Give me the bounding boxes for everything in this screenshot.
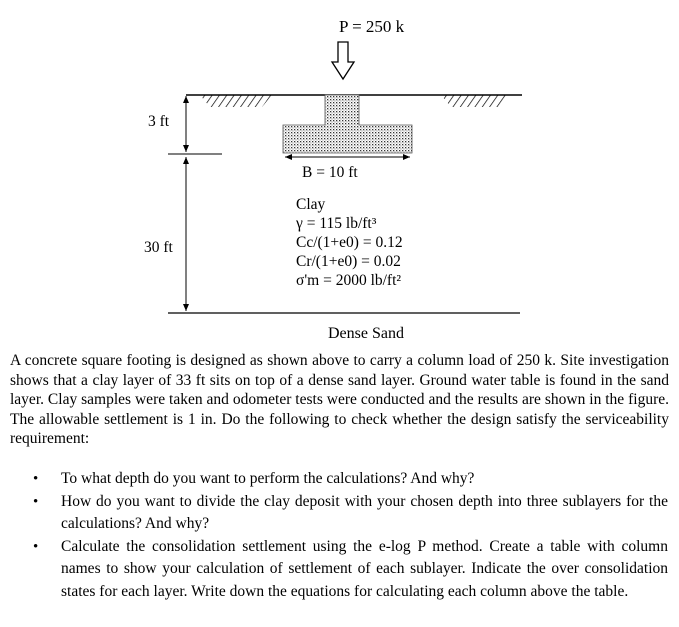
- ground-hatch-left: [200, 95, 272, 107]
- clay-properties: [296, 195, 403, 290]
- clay-unit-weight: γ = 115 lb/ft³: [296, 215, 377, 232]
- ground-hatch-right: [441, 95, 509, 107]
- clay-title: Clay: [296, 196, 326, 213]
- list-item: [10, 468, 668, 491]
- footing-width-label: B = 10 ft: [302, 164, 358, 181]
- list-item: [10, 491, 668, 536]
- bullet-icon: •: [33, 471, 39, 487]
- question-text: Calculate the consolidation settlement using the e-log P method. Create a table with column names to show your calculation of settlement of each sublayer. Indicate the over consolidation states for each layer. Write down the equations for calculating each column above the table.: [61, 537, 668, 600]
- bullet-icon: •: [33, 493, 39, 510]
- depth-dimension-3ft: [183, 96, 189, 152]
- bullet-icon: •: [33, 538, 39, 555]
- clay-thickness-label: 30 ft: [144, 239, 173, 256]
- question-list: [10, 468, 668, 603]
- load-arrow: [332, 42, 354, 79]
- problem-statement: A concrete square footing is designed as shown above to carry a column load of 250 k. Site investigation shows that a clay layer of 33 ft sits on top of a dense sand layer. Ground water table is found in the sand layer. Clay samples were taken and odometer tests were conducted and the results are shown in the figure. The allowable settlement is 1 in. Do the following to check whether the design satisfy the serviceability requirement:: [10, 352, 669, 448]
- list-item: [10, 536, 668, 604]
- clay-compression-ratio: Cc/(1+e0) = 0.12: [296, 234, 403, 251]
- depth-dimension-30ft: [183, 157, 189, 311]
- width-dimension: [285, 154, 410, 160]
- dense-sand-label: Dense Sand: [328, 325, 404, 342]
- question-text: To what depth do you want to perform the calculations? And why?: [61, 470, 475, 487]
- clay-preconsolidation-stress: σ'm = 2000 lb/ft²: [296, 272, 402, 289]
- clay-recompression-ratio: Cr/(1+e0) = 0.02: [296, 253, 401, 270]
- footing-depth-label: 3 ft: [148, 113, 170, 130]
- question-text: How do you want to divide the clay deposit with your chosen depth into three sublayers for the calculations? And why?: [61, 492, 668, 532]
- column-load-label: P = 250 k: [339, 17, 405, 36]
- concrete-footing: [283, 95, 412, 153]
